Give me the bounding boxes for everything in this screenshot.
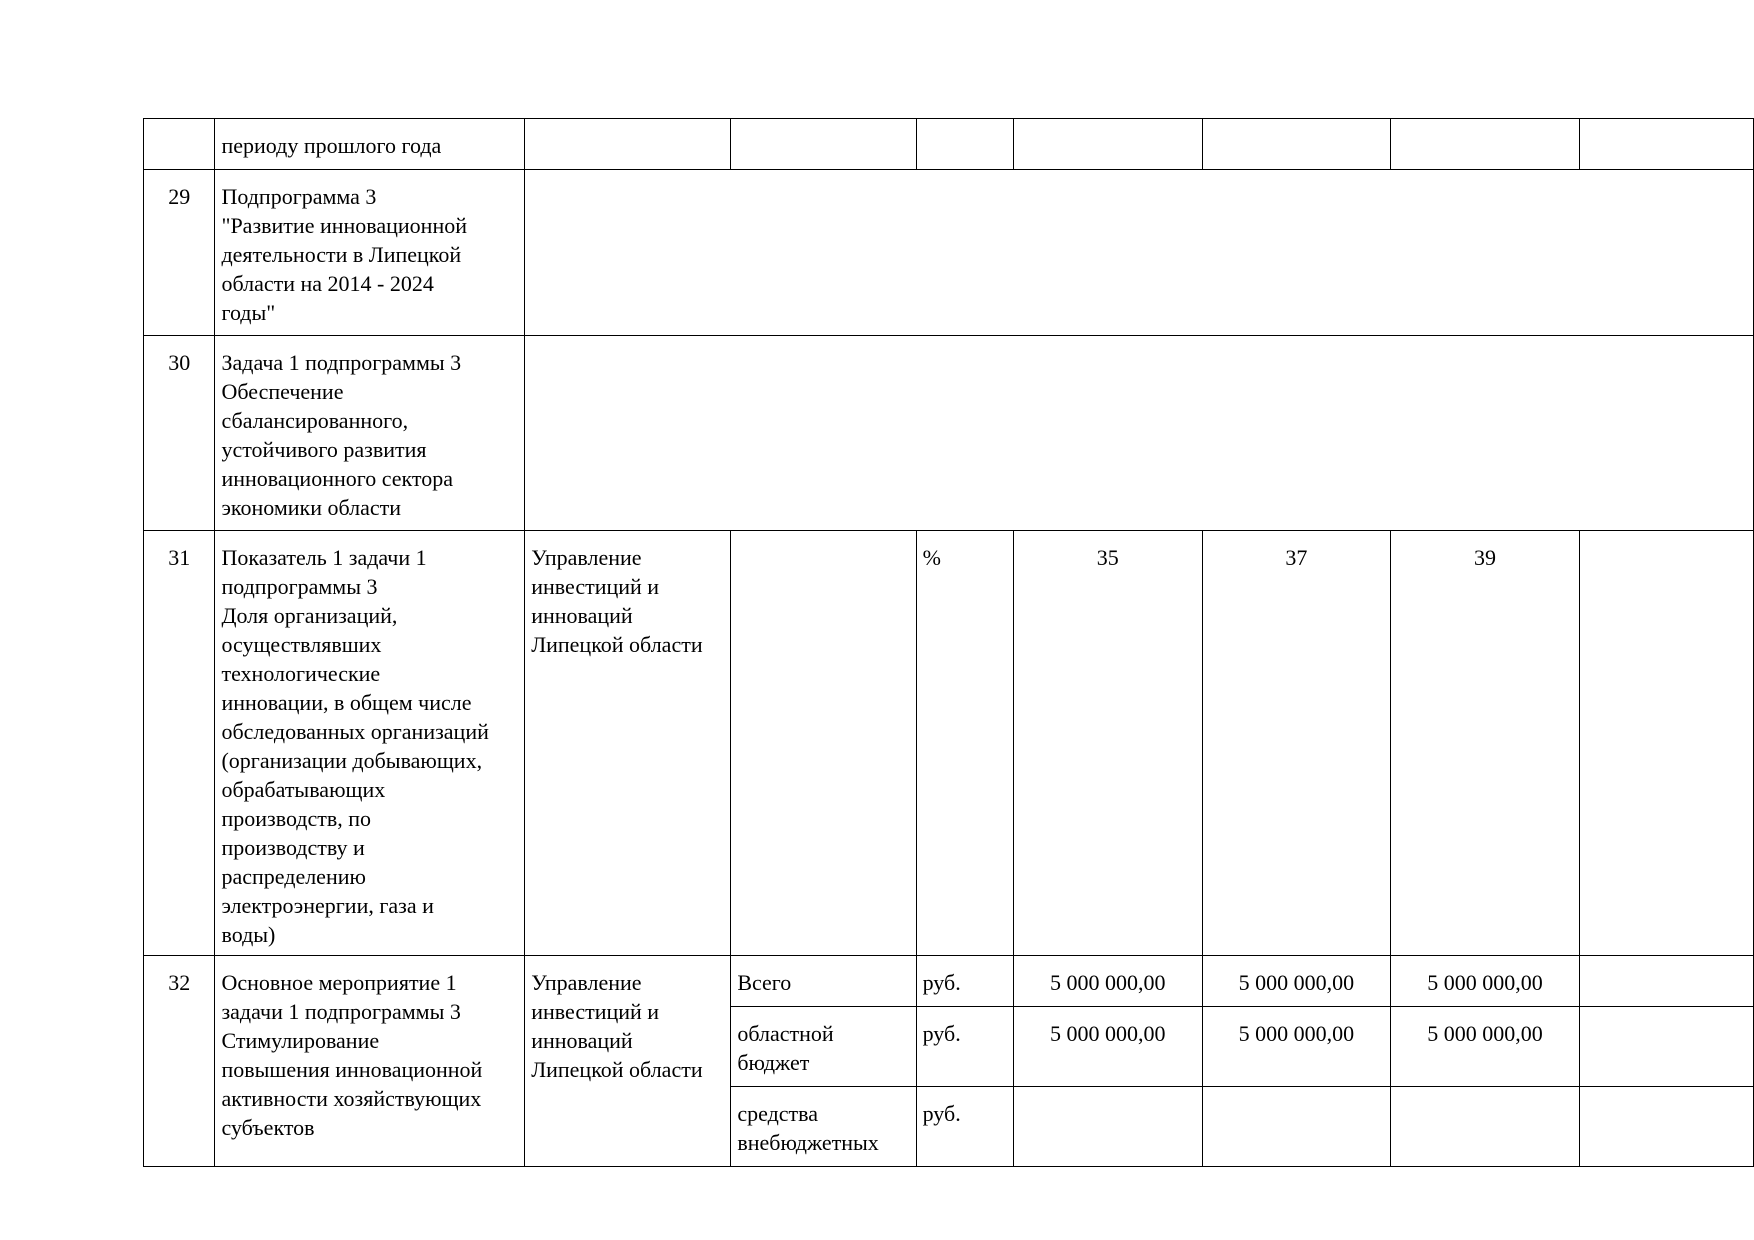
row-number bbox=[144, 119, 215, 170]
row-name: Задача 1 подпрограммы 3 Обеспечение сбалансированного, устойчивого развития инновационного сектора экономики области bbox=[215, 336, 525, 531]
row-name: Основное мероприятие 1 задачи 1 подпрограммы 3 Стимулирование повышения инновационной активности хозяйствующих субъектов bbox=[215, 956, 525, 1167]
row-value: 5 000 000,00 bbox=[1391, 956, 1580, 1007]
row-number: 30 bbox=[144, 336, 215, 531]
row-number: 29 bbox=[144, 170, 215, 336]
row-number: 31 bbox=[144, 531, 215, 956]
row-name: периоду прошлого года bbox=[215, 119, 525, 170]
table-row bbox=[144, 170, 1754, 336]
row-unit: руб. bbox=[916, 956, 1013, 1007]
row-unit: % bbox=[916, 531, 1013, 956]
row-value: 5 000 000,00 bbox=[1202, 1007, 1391, 1087]
row-source bbox=[731, 531, 916, 956]
row-unit: руб. bbox=[916, 1007, 1013, 1087]
row-executor: Управление инвестиций и инноваций Липецкой области bbox=[525, 531, 731, 956]
row-source: Всего bbox=[731, 956, 916, 1007]
row-value: 5 000 000,00 bbox=[1013, 1007, 1202, 1087]
table-row bbox=[144, 956, 1754, 1007]
row-value: 5 000 000,00 bbox=[1202, 956, 1391, 1007]
row-value bbox=[1013, 1087, 1202, 1167]
row-value bbox=[1391, 1087, 1580, 1167]
table-row bbox=[144, 119, 1754, 170]
row-value: 35 bbox=[1013, 531, 1202, 956]
row-value: 5 000 000,00 bbox=[1391, 1007, 1580, 1087]
row-unit: руб. bbox=[916, 1087, 1013, 1167]
table-row bbox=[144, 531, 1754, 956]
merged-empty-cell bbox=[525, 170, 1754, 336]
row-value bbox=[1202, 1087, 1391, 1167]
row-executor: Управление инвестиций и инноваций Липецкой области bbox=[525, 956, 731, 1167]
row-name: Подпрограмма 3 "Развитие инновационной деятельности в Липецкой области на 2014 - 2024 годы" bbox=[215, 170, 525, 336]
table-row bbox=[144, 336, 1754, 531]
merged-empty-cell bbox=[525, 336, 1754, 531]
row-value: 39 bbox=[1391, 531, 1580, 956]
row-value: 5 000 000,00 bbox=[1013, 956, 1202, 1007]
row-number: 32 bbox=[144, 956, 215, 1167]
row-name: Показатель 1 задачи 1 подпрограммы 3 Доля организаций, осуществлявших технологические инновации, в общем числе обследованных организаций (организации добывающих, обрабатывающих производств, по производству и распределению электроэнергии, газа и воды) bbox=[215, 531, 525, 956]
row-source: областной бюджет bbox=[731, 1007, 916, 1087]
row-source: средства внебюджетных bbox=[731, 1087, 916, 1167]
indicators-table bbox=[143, 118, 1754, 1167]
row-value: 37 bbox=[1202, 531, 1391, 956]
